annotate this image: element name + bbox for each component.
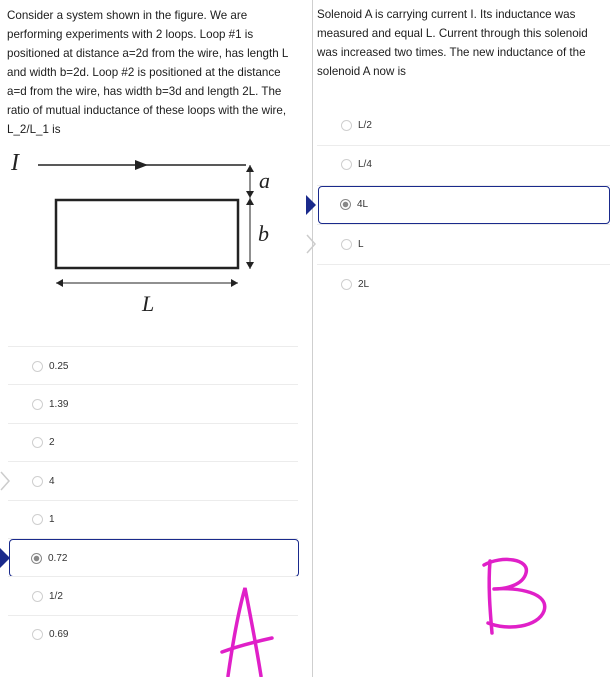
option-label: L bbox=[358, 238, 364, 250]
option-label: 2L bbox=[358, 278, 370, 290]
option-label: L/4 bbox=[358, 159, 372, 171]
q2-option-2[interactable] bbox=[341, 146, 616, 184]
radio-button[interactable] bbox=[32, 591, 43, 602]
current-label: I bbox=[11, 150, 19, 176]
selected-arrow-icon bbox=[0, 548, 10, 573]
q1-option-1[interactable] bbox=[32, 347, 322, 385]
q1-option-6[interactable] bbox=[9, 539, 299, 577]
option-label: 0.69 bbox=[49, 629, 69, 641]
q1-option-3[interactable] bbox=[32, 424, 322, 462]
radio-button[interactable] bbox=[31, 553, 42, 564]
q1-option-4[interactable] bbox=[32, 462, 322, 500]
q2-option-3[interactable] bbox=[318, 186, 610, 224]
option-label: 1.39 bbox=[49, 398, 69, 410]
selected-arrow-icon bbox=[306, 195, 316, 220]
option-label: 4L bbox=[357, 199, 369, 211]
q1-option-5[interactable] bbox=[32, 501, 322, 539]
q1-option-8[interactable] bbox=[32, 616, 322, 654]
option-label: 2 bbox=[49, 437, 55, 449]
radio-button[interactable] bbox=[32, 437, 43, 448]
handwritten-letter-a bbox=[216, 582, 276, 677]
hover-chevron-icon bbox=[306, 234, 316, 259]
label-L: L bbox=[142, 291, 155, 316]
radio-button[interactable] bbox=[340, 199, 351, 210]
wire-loop-figure bbox=[0, 138, 310, 328]
option-label: 1/2 bbox=[49, 590, 63, 602]
option-label: L/2 bbox=[358, 119, 372, 131]
radio-button[interactable] bbox=[341, 279, 352, 290]
option-label: 0.25 bbox=[49, 360, 69, 372]
radio-button[interactable] bbox=[32, 361, 43, 372]
radio-button[interactable] bbox=[32, 629, 43, 640]
handwritten-letter-b bbox=[478, 555, 558, 635]
radio-button[interactable] bbox=[341, 159, 352, 170]
hover-chevron-icon bbox=[0, 471, 10, 496]
q1-option-7[interactable] bbox=[32, 577, 322, 615]
q2-option-1[interactable] bbox=[341, 106, 616, 144]
loop-rectangle bbox=[56, 200, 238, 268]
question-2-text: Solenoid A is carrying current I. Its inductance was measured and equal L. Current through this solenoid was increased two times. The new inductance of the solenoid A now is bbox=[317, 8, 588, 78]
radio-button[interactable] bbox=[341, 120, 352, 131]
option-label: 4 bbox=[49, 475, 55, 487]
q1-option-2[interactable] bbox=[32, 385, 322, 423]
q2-option-4[interactable] bbox=[341, 225, 616, 263]
option-label: 1 bbox=[49, 514, 55, 526]
label-b: b bbox=[258, 221, 269, 246]
radio-button[interactable] bbox=[32, 476, 43, 487]
option-label: 0.72 bbox=[48, 552, 68, 564]
radio-button[interactable] bbox=[32, 399, 43, 410]
q2-option-5[interactable] bbox=[341, 265, 616, 303]
label-a: a bbox=[259, 168, 270, 193]
question-1-text: Consider a system shown in the figure. We are performing experiments with 2 loops. Loop #1 is positioned at distance a=2d from the wire, has length L and width b=2d. Loop #2 is positioned at the distance a=d from the wire, has width b=3d and length 2L. The ratio of mutual inductance of these loops with the wire, L_2/L_1 is bbox=[7, 9, 288, 136]
radio-button[interactable] bbox=[341, 239, 352, 250]
column-divider bbox=[312, 0, 313, 677]
radio-button[interactable] bbox=[32, 514, 43, 525]
wire-arrow bbox=[135, 160, 148, 170]
